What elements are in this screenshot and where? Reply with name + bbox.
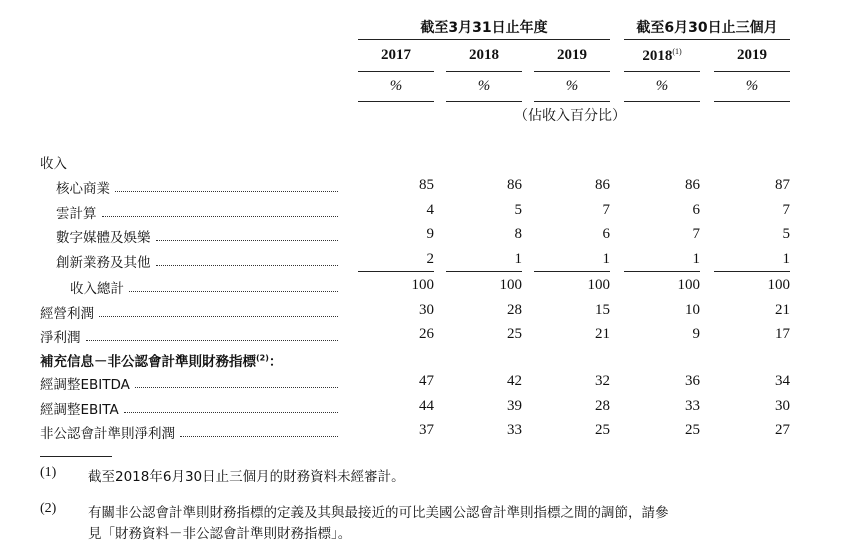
cell-3-4: 5 [782,226,790,242]
cell-5-4: 100 [767,277,790,293]
group-rule-fiscal-year [358,39,610,40]
row-label-suffix: ： [268,354,283,370]
dot-leader [86,340,338,341]
footnote-number-1: (2) [40,501,57,516]
dot-leader [135,387,338,388]
cell-1-3: 86 [685,177,700,193]
dot-leader [180,436,338,437]
cell-9-1: 42 [507,373,522,389]
cell-9-4: 34 [775,373,790,389]
row-label-text: 經營利潤 [40,306,94,322]
year-rule-1 [446,71,522,72]
cell-4-2: 1 [602,251,610,267]
cell-11-2: 25 [595,422,610,438]
cell-7-3: 9 [692,326,700,342]
column-year-text: 2017 [381,47,411,63]
cell-10-1: 39 [507,398,522,414]
cell-10-4: 30 [775,398,790,414]
column-year-text: 2019 [737,47,767,63]
column-unit-0: % [389,78,403,94]
cell-7-4: 17 [775,326,790,342]
dot-leader [156,240,338,241]
row-label-text: 收入總計 [70,281,124,297]
cell-1-4: 87 [775,177,790,193]
subtotal-rule-3 [624,271,700,272]
cell-2-2: 7 [602,202,610,218]
cell-9-2: 32 [595,373,610,389]
cell-5-3: 100 [677,277,700,293]
cell-5-0: 100 [411,277,434,293]
row-label-10 [40,398,119,418]
cell-3-2: 6 [602,226,610,242]
cell-3-1: 8 [514,226,522,242]
percent-of-revenue-caption: （佔收入百分比） [514,108,626,124]
column-year-text: 2019 [557,47,587,63]
footnote-text-0-0: 截至2018年6月30日止三個月的財務資料未經審計。 [88,469,405,485]
column-year-2 [534,47,610,64]
row-label-4 [56,251,151,271]
cell-1-2: 86 [595,177,610,193]
year-rule-2 [534,71,610,72]
dot-leader [129,291,338,292]
dot-leader [102,216,338,217]
column-unit-3: % [655,78,669,94]
cell-6-4: 21 [775,302,790,318]
cell-2-0: 4 [426,202,434,218]
cell-4-4: 1 [782,251,790,267]
column-year-text: 2018 [642,48,673,64]
cell-2-4: 7 [782,202,790,218]
subtotal-rule-4 [714,271,790,272]
dot-leader [156,265,338,266]
unit-rule-4 [714,101,790,102]
row-label-1 [56,177,110,197]
cell-11-0: 37 [419,422,434,438]
row-label-2 [56,202,97,222]
column-unit-1: % [477,78,491,94]
subtotal-rule-2 [534,271,610,272]
dot-leader [99,316,338,317]
cell-4-0: 2 [426,251,434,267]
cell-9-0: 47 [419,373,434,389]
row-label-8 [40,350,282,370]
cell-7-2: 21 [595,326,610,342]
column-year-1 [446,47,522,64]
unit-rule-3 [624,101,700,102]
column-year-0 [358,47,434,64]
cell-5-2: 100 [587,277,610,293]
column-year-4 [714,47,790,64]
footnote-separator [40,456,112,457]
year-rule-3 [624,71,700,72]
row-label-3 [56,226,151,246]
group-header-fiscal-year: 截至3月31日止年度 [420,20,548,36]
group-header-quarter: 截至6月30日止三個月 [636,20,778,36]
subtotal-rule-1 [446,271,522,272]
unit-rule-0 [358,101,434,102]
row-label-text: 收入 [40,156,67,172]
cell-10-0: 44 [419,398,434,414]
row-label-6 [40,302,94,322]
dot-leader [124,412,338,413]
row-label-text: 非公認會計準則淨利潤 [40,426,175,442]
cell-7-1: 25 [507,326,522,342]
row-label-text: 雲計算 [56,206,97,222]
cell-2-1: 5 [514,202,522,218]
cell-4-1: 1 [514,251,522,267]
unit-rule-1 [446,101,522,102]
footnote-number-0: (1) [40,465,57,480]
column-unit-2: % [565,78,579,94]
row-label-9 [40,373,130,393]
row-label-text: 經調整EBITDA [40,377,130,393]
cell-11-1: 33 [507,422,522,438]
year-rule-4 [714,71,790,72]
footnote-ref-1: (1) [672,47,682,56]
cell-4-3: 1 [692,251,700,267]
cell-3-0: 9 [426,226,434,242]
cell-11-4: 27 [775,422,790,438]
cell-6-1: 28 [507,302,522,318]
year-rule-0 [358,71,434,72]
cell-11-3: 25 [685,422,700,438]
row-label-7 [40,326,81,346]
cell-1-0: 85 [419,177,434,193]
column-unit-4: % [745,78,759,94]
row-label-text: 數字媒體及娛樂 [56,230,151,246]
row-label-text: 創新業務及其他 [56,255,151,271]
cell-6-3: 10 [685,302,700,318]
row-label-5 [70,277,124,297]
cell-6-2: 15 [595,302,610,318]
group-rule-quarter [624,39,790,40]
footnote-ref-2: (2) [256,353,269,363]
cell-3-3: 7 [692,226,700,242]
cell-7-0: 26 [419,326,434,342]
cell-2-3: 6 [692,202,700,218]
row-label-text: 經調整EBITA [40,402,119,418]
unit-rule-2 [534,101,610,102]
cell-10-2: 28 [595,398,610,414]
footnote-text-1-1: 見「財務資料－非公認會計準則財務指標」。 [88,526,352,542]
row-label-0 [40,152,67,172]
row-label-11 [40,422,175,442]
cell-5-1: 100 [499,277,522,293]
row-label-text: 核心商業 [56,181,110,197]
column-year-3 [624,47,700,65]
cell-1-1: 86 [507,177,522,193]
row-label-text: 淨利潤 [40,330,81,346]
dot-leader [115,191,338,192]
cell-6-0: 30 [419,302,434,318]
column-year-text: 2018 [469,47,499,63]
row-label-text: 補充信息－非公認會計準則財務指標 [40,354,256,370]
cell-10-3: 33 [685,398,700,414]
footnote-text-1-0: 有關非公認會計準則財務指標的定義及其與最接近的可比美國公認會計準則指標之間的調節，請參 [88,505,669,521]
subtotal-rule-0 [358,271,434,272]
cell-9-3: 36 [685,373,700,389]
